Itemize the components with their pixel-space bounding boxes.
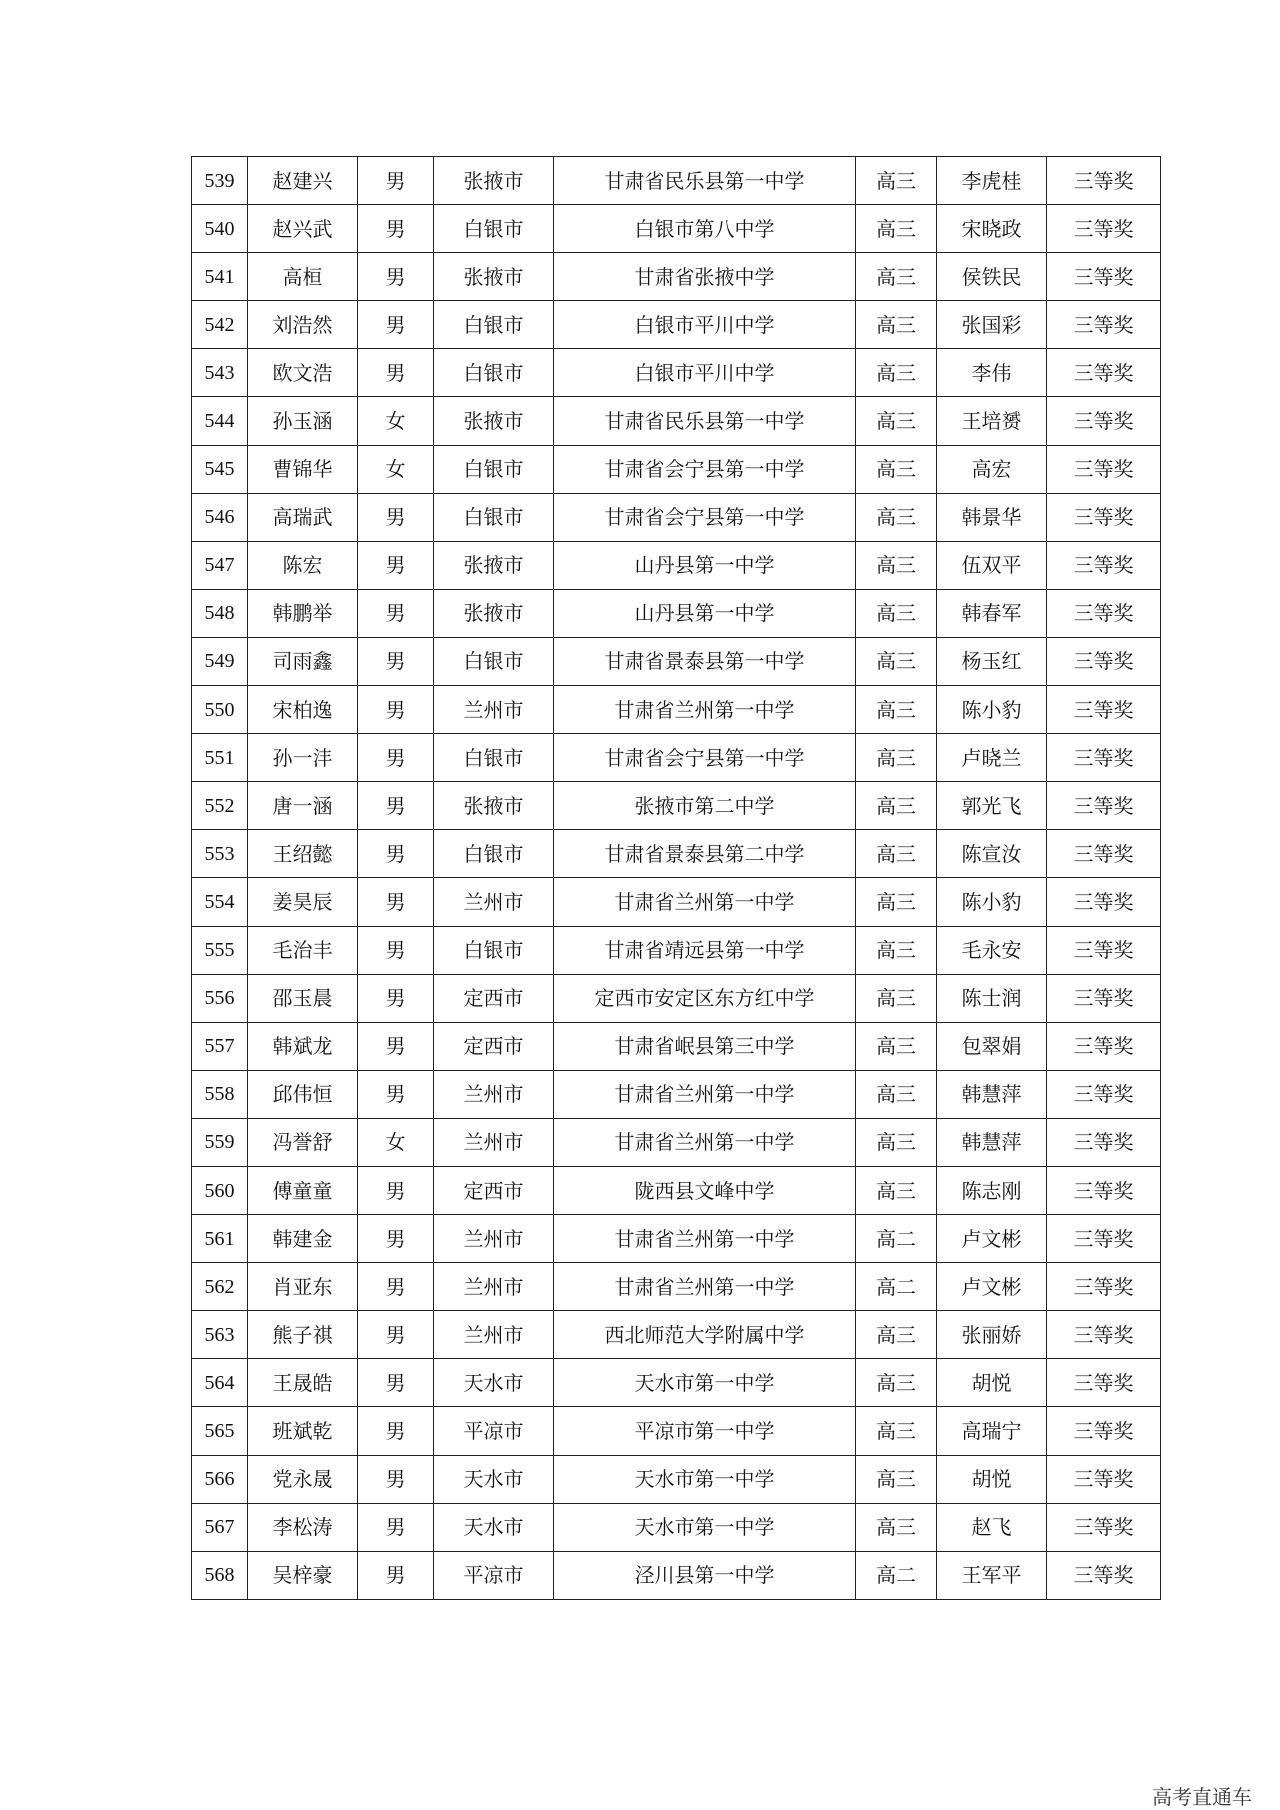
table-row [192,1070,1161,1118]
cell-name: 邱伟恒 [248,1070,358,1118]
cell-award: 三等奖 [1047,1263,1161,1311]
table-row [192,686,1161,734]
table-row [192,974,1161,1022]
table-row [192,1551,1161,1599]
cell-grade: 高二 [856,1551,937,1599]
cell-city: 张掖市 [434,782,554,830]
cell-city: 平凉市 [434,1551,554,1599]
cell-city: 张掖市 [434,397,554,445]
cell-grade: 高三 [856,301,937,349]
cell-teacher: 张丽娇 [937,1311,1047,1359]
cell-no: 567 [192,1503,248,1551]
cell-grade: 高三 [856,734,937,782]
cell-city: 平凉市 [434,1407,554,1455]
cell-teacher: 卢文彬 [937,1215,1047,1263]
cell-name: 刘浩然 [248,301,358,349]
table-row [192,157,1161,205]
cell-award: 三等奖 [1047,157,1161,205]
cell-school: 甘肃省兰州第一中学 [554,1070,856,1118]
cell-grade: 高三 [856,253,937,301]
table-row [192,1359,1161,1407]
cell-grade: 高三 [856,637,937,685]
cell-school: 西北师范大学附属中学 [554,1311,856,1359]
cell-gender: 男 [358,349,434,397]
cell-teacher: 赵飞 [937,1503,1047,1551]
cell-no: 552 [192,782,248,830]
cell-school: 甘肃省景泰县第二中学 [554,830,856,878]
cell-teacher: 李伟 [937,349,1047,397]
award-list-table [191,156,1161,1600]
cell-grade: 高三 [856,1503,937,1551]
cell-no: 560 [192,1166,248,1214]
cell-school: 甘肃省会宁县第一中学 [554,445,856,493]
cell-no: 548 [192,589,248,637]
cell-award: 三等奖 [1047,686,1161,734]
cell-teacher: 宋晓政 [937,205,1047,253]
cell-grade: 高三 [856,1118,937,1166]
cell-grade: 高三 [856,1407,937,1455]
cell-gender: 男 [358,974,434,1022]
cell-teacher: 韩景华 [937,493,1047,541]
cell-name: 李松涛 [248,1503,358,1551]
cell-school: 泾川县第一中学 [554,1551,856,1599]
table-body [192,157,1161,1600]
cell-gender: 男 [358,589,434,637]
cell-teacher: 陈小豹 [937,878,1047,926]
cell-name: 赵兴武 [248,205,358,253]
cell-name: 王晟皓 [248,1359,358,1407]
cell-city: 兰州市 [434,1070,554,1118]
cell-school: 张掖市第二中学 [554,782,856,830]
cell-grade: 高三 [856,157,937,205]
cell-city: 定西市 [434,974,554,1022]
cell-name: 班斌乾 [248,1407,358,1455]
cell-school: 甘肃省会宁县第一中学 [554,493,856,541]
cell-gender: 男 [358,301,434,349]
cell-school: 天水市第一中学 [554,1503,856,1551]
cell-school: 甘肃省兰州第一中学 [554,686,856,734]
cell-gender: 男 [358,253,434,301]
cell-award: 三等奖 [1047,349,1161,397]
cell-award: 三等奖 [1047,205,1161,253]
cell-gender: 男 [358,637,434,685]
cell-no: 546 [192,493,248,541]
cell-school: 天水市第一中学 [554,1359,856,1407]
table-row [192,637,1161,685]
cell-city: 兰州市 [434,878,554,926]
cell-gender: 男 [358,782,434,830]
cell-city: 白银市 [434,205,554,253]
cell-city: 张掖市 [434,541,554,589]
cell-name: 冯誉舒 [248,1118,358,1166]
cell-grade: 高三 [856,1311,937,1359]
cell-no: 565 [192,1407,248,1455]
cell-award: 三等奖 [1047,1407,1161,1455]
cell-gender: 男 [358,1263,434,1311]
cell-grade: 高三 [856,397,937,445]
cell-award: 三等奖 [1047,637,1161,685]
cell-teacher: 陈士润 [937,974,1047,1022]
cell-school: 甘肃省兰州第一中学 [554,878,856,926]
cell-award: 三等奖 [1047,493,1161,541]
cell-grade: 高三 [856,686,937,734]
cell-no: 561 [192,1215,248,1263]
table-row [192,541,1161,589]
cell-name: 党永晟 [248,1455,358,1503]
cell-school: 甘肃省会宁县第一中学 [554,734,856,782]
cell-award: 三等奖 [1047,782,1161,830]
cell-grade: 高三 [856,830,937,878]
cell-gender: 男 [358,1022,434,1070]
cell-name: 孙玉涵 [248,397,358,445]
cell-school: 山丹县第一中学 [554,541,856,589]
cell-award: 三等奖 [1047,1359,1161,1407]
cell-gender: 男 [358,1503,434,1551]
cell-grade: 高三 [856,349,937,397]
cell-award: 三等奖 [1047,1311,1161,1359]
cell-no: 544 [192,397,248,445]
cell-gender: 男 [358,926,434,974]
cell-grade: 高三 [856,1166,937,1214]
cell-gender: 女 [358,1118,434,1166]
cell-city: 白银市 [434,830,554,878]
cell-award: 三等奖 [1047,589,1161,637]
cell-award: 三等奖 [1047,1070,1161,1118]
cell-name: 吴梓豪 [248,1551,358,1599]
cell-award: 三等奖 [1047,1503,1161,1551]
cell-city: 兰州市 [434,686,554,734]
cell-gender: 男 [358,157,434,205]
cell-grade: 高三 [856,589,937,637]
cell-gender: 男 [358,1455,434,1503]
cell-school: 甘肃省张掖中学 [554,253,856,301]
table-row [192,253,1161,301]
cell-no: 564 [192,1359,248,1407]
table-row [192,397,1161,445]
cell-award: 三等奖 [1047,1118,1161,1166]
cell-grade: 高三 [856,541,937,589]
cell-grade: 高二 [856,1263,937,1311]
cell-no: 545 [192,445,248,493]
cell-name: 毛治丰 [248,926,358,974]
cell-no: 566 [192,1455,248,1503]
cell-teacher: 韩慧萍 [937,1118,1047,1166]
table-row [192,589,1161,637]
table-row [192,205,1161,253]
cell-city: 白银市 [434,493,554,541]
cell-school: 甘肃省民乐县第一中学 [554,157,856,205]
cell-grade: 高三 [856,205,937,253]
cell-award: 三等奖 [1047,301,1161,349]
table-row [192,1022,1161,1070]
cell-grade: 高三 [856,1022,937,1070]
table-row [192,445,1161,493]
cell-teacher: 侯铁民 [937,253,1047,301]
cell-city: 张掖市 [434,253,554,301]
cell-award: 三等奖 [1047,445,1161,493]
cell-school: 甘肃省景泰县第一中学 [554,637,856,685]
table-row [192,493,1161,541]
cell-teacher: 王军平 [937,1551,1047,1599]
cell-name: 宋柏逸 [248,686,358,734]
table-row [192,782,1161,830]
cell-school: 甘肃省民乐县第一中学 [554,397,856,445]
cell-school: 定西市安定区东方红中学 [554,974,856,1022]
table-row [192,878,1161,926]
table-row [192,1503,1161,1551]
cell-teacher: 包翠娟 [937,1022,1047,1070]
cell-name: 陈宏 [248,541,358,589]
cell-city: 定西市 [434,1166,554,1214]
cell-teacher: 韩春军 [937,589,1047,637]
cell-no: 555 [192,926,248,974]
cell-name: 司雨鑫 [248,637,358,685]
cell-grade: 高三 [856,445,937,493]
cell-name: 熊子祺 [248,1311,358,1359]
cell-school: 白银市平川中学 [554,349,856,397]
cell-city: 白银市 [434,445,554,493]
cell-teacher: 卢晓兰 [937,734,1047,782]
cell-grade: 高三 [856,926,937,974]
cell-no: 549 [192,637,248,685]
cell-city: 张掖市 [434,589,554,637]
cell-no: 556 [192,974,248,1022]
cell-grade: 高三 [856,1455,937,1503]
cell-teacher: 毛永安 [937,926,1047,974]
cell-school: 山丹县第一中学 [554,589,856,637]
cell-award: 三等奖 [1047,1215,1161,1263]
cell-gender: 男 [358,493,434,541]
cell-name: 曹锦华 [248,445,358,493]
cell-grade: 高三 [856,493,937,541]
cell-grade: 高三 [856,1070,937,1118]
cell-school: 平凉市第一中学 [554,1407,856,1455]
table-row [192,926,1161,974]
cell-teacher: 胡悦 [937,1455,1047,1503]
cell-name: 王绍懿 [248,830,358,878]
cell-teacher: 陈宣汝 [937,830,1047,878]
cell-teacher: 韩慧萍 [937,1070,1047,1118]
cell-name: 唐一涵 [248,782,358,830]
cell-award: 三等奖 [1047,878,1161,926]
cell-teacher: 卢文彬 [937,1263,1047,1311]
cell-no: 541 [192,253,248,301]
cell-gender: 男 [358,1551,434,1599]
cell-school: 白银市平川中学 [554,301,856,349]
cell-gender: 男 [358,205,434,253]
cell-award: 三等奖 [1047,734,1161,782]
cell-award: 三等奖 [1047,1022,1161,1070]
cell-school: 甘肃省兰州第一中学 [554,1118,856,1166]
cell-gender: 女 [358,397,434,445]
cell-city: 兰州市 [434,1263,554,1311]
cell-award: 三等奖 [1047,253,1161,301]
cell-no: 551 [192,734,248,782]
cell-city: 白银市 [434,301,554,349]
table-row [192,349,1161,397]
cell-city: 白银市 [434,734,554,782]
cell-city: 兰州市 [434,1215,554,1263]
cell-no: 539 [192,157,248,205]
cell-city: 天水市 [434,1455,554,1503]
cell-name: 姜昊辰 [248,878,358,926]
watermark: 高考直通车 [1152,1785,1252,1809]
table-row [192,734,1161,782]
cell-name: 肖亚东 [248,1263,358,1311]
cell-name: 高瑞武 [248,493,358,541]
table-row [192,1263,1161,1311]
cell-gender: 女 [358,445,434,493]
cell-teacher: 高宏 [937,445,1047,493]
cell-city: 白银市 [434,349,554,397]
cell-gender: 男 [358,1215,434,1263]
cell-no: 559 [192,1118,248,1166]
cell-school: 甘肃省岷县第三中学 [554,1022,856,1070]
cell-city: 天水市 [434,1359,554,1407]
table-row [192,1455,1161,1503]
table-row [192,1118,1161,1166]
cell-no: 542 [192,301,248,349]
cell-teacher: 高瑞宁 [937,1407,1047,1455]
cell-grade: 高二 [856,1215,937,1263]
cell-name: 欧文浩 [248,349,358,397]
table-row [192,1407,1161,1455]
cell-name: 高桓 [248,253,358,301]
cell-teacher: 李虎桂 [937,157,1047,205]
cell-teacher: 王培赟 [937,397,1047,445]
cell-teacher: 郭光飞 [937,782,1047,830]
cell-award: 三等奖 [1047,830,1161,878]
cell-city: 天水市 [434,1503,554,1551]
cell-award: 三等奖 [1047,1551,1161,1599]
cell-school: 甘肃省兰州第一中学 [554,1215,856,1263]
cell-name: 邵玉晨 [248,974,358,1022]
cell-gender: 男 [358,1070,434,1118]
cell-no: 543 [192,349,248,397]
cell-no: 547 [192,541,248,589]
cell-teacher: 胡悦 [937,1359,1047,1407]
table-row [192,1311,1161,1359]
cell-gender: 男 [358,878,434,926]
cell-name: 韩鹏举 [248,589,358,637]
cell-gender: 男 [358,686,434,734]
cell-gender: 男 [358,830,434,878]
cell-school: 甘肃省兰州第一中学 [554,1263,856,1311]
table-row [192,1215,1161,1263]
table-row [192,1166,1161,1214]
cell-city: 兰州市 [434,1311,554,1359]
cell-name: 孙一沣 [248,734,358,782]
table-row [192,301,1161,349]
cell-gender: 男 [358,1359,434,1407]
cell-gender: 男 [358,541,434,589]
cell-teacher: 伍双平 [937,541,1047,589]
cell-no: 553 [192,830,248,878]
cell-city: 张掖市 [434,157,554,205]
cell-teacher: 陈志刚 [937,1166,1047,1214]
cell-name: 傅童童 [248,1166,358,1214]
cell-name: 韩建金 [248,1215,358,1263]
cell-name: 赵建兴 [248,157,358,205]
cell-school: 甘肃省靖远县第一中学 [554,926,856,974]
cell-gender: 男 [358,1311,434,1359]
table-row [192,830,1161,878]
cell-city: 白银市 [434,637,554,685]
cell-city: 白银市 [434,926,554,974]
cell-grade: 高三 [856,782,937,830]
cell-award: 三等奖 [1047,1455,1161,1503]
cell-no: 554 [192,878,248,926]
cell-no: 563 [192,1311,248,1359]
cell-award: 三等奖 [1047,926,1161,974]
cell-grade: 高三 [856,974,937,1022]
cell-gender: 男 [358,1166,434,1214]
cell-no: 550 [192,686,248,734]
cell-grade: 高三 [856,1359,937,1407]
cell-name: 韩斌龙 [248,1022,358,1070]
cell-award: 三等奖 [1047,974,1161,1022]
cell-award: 三等奖 [1047,541,1161,589]
cell-gender: 男 [358,1407,434,1455]
cell-school: 白银市第八中学 [554,205,856,253]
cell-award: 三等奖 [1047,1166,1161,1214]
cell-teacher: 杨玉红 [937,637,1047,685]
cell-teacher: 陈小豹 [937,686,1047,734]
cell-award: 三等奖 [1047,397,1161,445]
cell-school: 陇西县文峰中学 [554,1166,856,1214]
cell-no: 557 [192,1022,248,1070]
cell-no: 558 [192,1070,248,1118]
cell-school: 天水市第一中学 [554,1455,856,1503]
cell-grade: 高三 [856,878,937,926]
cell-city: 兰州市 [434,1118,554,1166]
cell-city: 定西市 [434,1022,554,1070]
cell-gender: 男 [358,734,434,782]
cell-no: 568 [192,1551,248,1599]
cell-no: 562 [192,1263,248,1311]
cell-teacher: 张国彩 [937,301,1047,349]
cell-no: 540 [192,205,248,253]
